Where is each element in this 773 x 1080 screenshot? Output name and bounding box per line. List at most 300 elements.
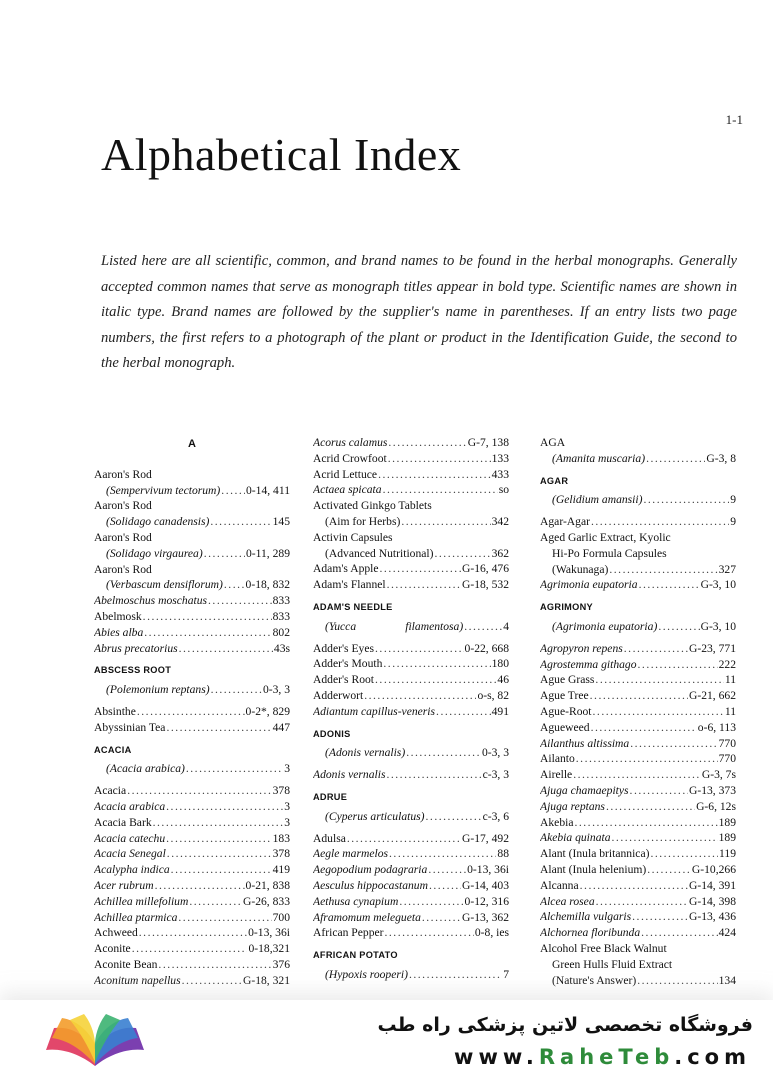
- entry-term: Adderwort: [313, 688, 364, 702]
- index-entry: [313, 619, 509, 635]
- index-entry: [94, 878, 290, 894]
- store-url[interactable]: [454, 1045, 751, 1069]
- entry-term: (Solidago virgaurea): [106, 546, 203, 560]
- entry-page: 0-13, 36i: [248, 926, 290, 940]
- leader-dots: [426, 809, 482, 825]
- entry-term: Acacia catechu: [94, 831, 166, 845]
- index-entry-line: Alcohol Free Black Walnut: [540, 941, 667, 955]
- url-prefix: www.: [454, 1045, 539, 1069]
- entry-term: Abelmoschus moschatus: [94, 594, 208, 608]
- leader-dots: [399, 894, 463, 910]
- entry-page: G-13, 436: [688, 910, 736, 924]
- leader-dots: [435, 546, 491, 562]
- leader-dots: [137, 704, 245, 720]
- entry-term: (Sempervivum tectorum): [106, 483, 221, 497]
- leader-dots: [155, 878, 245, 894]
- index-entry: [540, 830, 736, 846]
- index-entry: [540, 619, 736, 635]
- entry-page: 0-12, 316: [464, 894, 509, 908]
- index-entry: [540, 688, 736, 704]
- entry-page: 0-3, 3: [481, 746, 509, 760]
- index-entry: [94, 799, 290, 815]
- index-entry: [313, 577, 509, 593]
- entry-term: Ajuga reptans: [540, 799, 605, 813]
- index-entry: [540, 862, 736, 878]
- leader-dots: [143, 609, 272, 625]
- entry-term: Aegle marmelos: [313, 847, 389, 861]
- index-entry-line: Green Hulls Fluid Extract: [552, 957, 673, 971]
- entry-page: 700: [272, 910, 290, 924]
- index-entry-line: Aaron's Rod: [94, 467, 152, 481]
- index-entry: [540, 514, 736, 530]
- entry-term: Acacia Bark: [94, 815, 152, 829]
- entry-term: Abelmosk: [94, 609, 142, 623]
- index-entry: [313, 641, 509, 657]
- leader-dots: [464, 619, 502, 635]
- entry-page: 3: [284, 762, 290, 776]
- leader-dots: [204, 546, 245, 562]
- entry-term: Adam's Flannel: [313, 578, 386, 592]
- leader-dots: [347, 831, 461, 847]
- index-entry-line: Aaron's Rod: [94, 562, 152, 576]
- index-entry: [313, 514, 509, 530]
- entry-term: Adonis vernalis: [313, 768, 386, 782]
- index-entry: [94, 894, 290, 910]
- entry-page: G-13, 373: [688, 783, 736, 797]
- leader-dots: [647, 862, 691, 878]
- entry-page: so: [498, 483, 509, 497]
- index-letter-heading: A: [188, 438, 196, 450]
- entry-page: 833: [272, 594, 290, 608]
- entry-term: Alant (Inula britannica): [540, 847, 650, 861]
- index-entry: [94, 514, 290, 530]
- leader-dots: [383, 656, 490, 672]
- monograph-heading: AGAR: [540, 475, 569, 486]
- leader-dots: [383, 482, 498, 498]
- monograph-heading: ACACIA: [94, 744, 132, 755]
- entry-page: 770: [718, 752, 736, 766]
- leader-dots: [378, 467, 491, 483]
- leader-dots: [132, 941, 248, 957]
- index-entry: [313, 862, 509, 878]
- entry-page: 376: [272, 957, 290, 971]
- monograph-heading: ADRUE: [313, 791, 348, 802]
- entry-page: G-6, 12s: [696, 799, 736, 813]
- entry-term: Adam's Apple: [313, 562, 379, 576]
- entry-term: Adder's Eyes: [313, 641, 375, 655]
- entry-term: Airelle: [540, 768, 573, 782]
- index-entry: [313, 561, 509, 577]
- index-entry: [540, 451, 736, 467]
- index-column-2: [313, 435, 509, 983]
- entry-term: Achillea millefolium: [94, 894, 189, 908]
- entry-page: G-26, 833: [242, 894, 290, 908]
- entry-page: 0-8, ies: [474, 926, 509, 940]
- index-entry: [94, 577, 290, 593]
- entry-term: Acacia Senegal: [94, 847, 166, 861]
- entry-page: 327: [718, 562, 736, 576]
- entry-term: Aconite: [94, 942, 131, 956]
- leader-dots: [638, 657, 718, 673]
- leader-dots: [210, 514, 271, 530]
- index-entry: [540, 815, 736, 831]
- entry-page: 0-21, 838: [245, 878, 290, 892]
- entry-term: (Amanita muscaria): [552, 451, 646, 465]
- entry-page: c-3, 6: [482, 809, 509, 823]
- leader-dots: [630, 736, 717, 752]
- index-entry: [94, 483, 290, 499]
- leader-dots: [596, 894, 688, 910]
- index-entry-line: Hi-Po Formula Capsules: [552, 546, 667, 560]
- entry-page: 3: [284, 815, 290, 829]
- leader-dots: [646, 451, 705, 467]
- entry-term: Alchornea floribunda: [540, 926, 641, 940]
- entry-page: 378: [272, 847, 290, 861]
- index-entry: [94, 546, 290, 562]
- entry-term: (Cyperus articulatus): [325, 809, 425, 823]
- index-entry: [540, 973, 736, 989]
- leader-dots: [375, 672, 496, 688]
- entry-page: 9: [730, 515, 736, 529]
- index-entry: [540, 878, 736, 894]
- leader-dots: [387, 577, 461, 593]
- leader-dots: [179, 641, 273, 657]
- index-entry-line: Activin Capsules: [313, 530, 393, 544]
- entry-page: 0-22, 668: [464, 641, 509, 655]
- index-entry: [313, 656, 509, 672]
- entry-page: 189: [718, 815, 736, 829]
- leader-dots: [389, 846, 496, 862]
- entry-page: G-13, 362: [461, 910, 509, 924]
- entry-term: Acer rubrum: [94, 878, 154, 892]
- entry-term: Adulsa: [313, 831, 346, 845]
- entry-page: 447: [272, 720, 290, 734]
- leader-dots: [127, 783, 271, 799]
- entry-page: G-3, 8: [706, 451, 736, 465]
- index-entry: [313, 688, 509, 704]
- index-entry: [540, 894, 736, 910]
- index-column-3: [540, 435, 736, 988]
- index-entry: [313, 435, 509, 451]
- leader-dots: [637, 973, 717, 989]
- leader-dots: [639, 577, 700, 593]
- leader-dots: [609, 562, 717, 578]
- entry-term: (Wakunaga): [552, 562, 609, 576]
- leader-dots: [612, 830, 718, 846]
- index-entry: [313, 967, 509, 983]
- leader-dots: [606, 799, 695, 815]
- index-entry-line: Activated Ginkgo Tablets: [313, 499, 432, 513]
- entry-term: Actaea spicata: [313, 483, 382, 497]
- entry-term: Ailanto: [540, 752, 575, 766]
- entry-page: 342: [491, 514, 509, 528]
- leader-dots: [644, 492, 730, 508]
- entry-term: Achweed: [94, 926, 138, 940]
- entry-page: 0-14, 411: [245, 483, 290, 497]
- index-entry-line: Aged Garlic Extract, Kyolic: [540, 530, 671, 544]
- index-entry: [313, 925, 509, 941]
- leader-dots: [593, 704, 724, 720]
- index-entry: [313, 451, 509, 467]
- entry-term: Akebia quinata: [540, 831, 611, 845]
- leader-dots: [167, 846, 272, 862]
- entry-page: G-16, 476: [461, 562, 509, 576]
- index-entry: [94, 783, 290, 799]
- leader-dots: [178, 910, 271, 926]
- leader-dots: [208, 593, 272, 609]
- entry-term: Agueweed: [540, 720, 590, 734]
- leader-dots: [182, 973, 242, 989]
- entry-page: o-s, 82: [477, 688, 509, 702]
- leader-dots: [409, 967, 502, 983]
- index-entry: [94, 957, 290, 973]
- entry-page: 46: [497, 673, 509, 687]
- leader-dots: [186, 761, 283, 777]
- entry-page: 0-18,321: [248, 942, 290, 956]
- entry-term: Alchemilla vulgaris: [540, 910, 632, 924]
- entry-term: (Solidago canadensis): [106, 515, 210, 529]
- entry-page: o-6, 113: [697, 720, 736, 734]
- url-brand: RaheTeb: [538, 1045, 675, 1069]
- leader-dots: [388, 451, 491, 467]
- index-entry-line: Aaron's Rod: [94, 499, 152, 513]
- leader-dots: [401, 514, 490, 530]
- entry-page: G-21, 662: [688, 689, 736, 703]
- index-entry: [540, 720, 736, 736]
- index-entry: [94, 704, 290, 720]
- index-entry-line: AGA: [540, 436, 566, 449]
- entry-term: Akebia: [540, 815, 574, 829]
- monograph-heading: AGRIMONY: [540, 602, 593, 613]
- entry-page: 134: [718, 973, 736, 987]
- entry-term-part: filamentosa): [405, 619, 464, 633]
- entry-page: G-3, 10: [700, 619, 736, 633]
- entry-page: G-10,266: [691, 862, 736, 876]
- leader-dots: [574, 815, 717, 831]
- leader-dots: [429, 878, 461, 894]
- entry-term: (Nature's Answer): [552, 973, 637, 987]
- entry-page: 378: [272, 784, 290, 798]
- index-entry: [313, 846, 509, 862]
- entry-page: 119: [719, 847, 736, 861]
- index-entry: [94, 925, 290, 941]
- entry-term: Adder's Mouth: [313, 657, 383, 671]
- index-entry: [313, 672, 509, 688]
- index-entry: [94, 761, 290, 777]
- index-entry: [313, 467, 509, 483]
- entry-page: 0-11, 289: [245, 546, 290, 560]
- index-entry: [94, 609, 290, 625]
- entry-page: 88: [497, 847, 509, 861]
- entry-page: 433: [491, 467, 509, 481]
- index-entry: [313, 831, 509, 847]
- index-column-1: [94, 435, 290, 989]
- entry-page: 0-18, 832: [245, 578, 290, 592]
- index-entry: [94, 831, 290, 847]
- index-entry: [313, 745, 509, 761]
- leader-dots: [573, 767, 701, 783]
- leader-dots: [375, 641, 464, 657]
- index-entry: [540, 767, 736, 783]
- leader-dots: [641, 925, 717, 941]
- index-entry: [94, 846, 290, 862]
- entry-term: Acorus calamus: [313, 436, 388, 449]
- index-entry: [94, 720, 290, 736]
- index-entry: [540, 799, 736, 815]
- entry-page: 0-13, 36i: [467, 863, 509, 877]
- index-entry: [540, 783, 736, 799]
- index-entry: [313, 878, 509, 894]
- open-book-logo-icon: [40, 1010, 150, 1072]
- index-entry: [94, 862, 290, 878]
- entry-term: African Pepper: [313, 926, 384, 940]
- index-entry: [94, 641, 290, 657]
- leader-dots: [144, 625, 271, 641]
- entry-term: Aconite Bean: [94, 957, 158, 971]
- entry-term: Alcanna: [540, 878, 579, 892]
- entry-term: Acalypha indica: [94, 863, 170, 877]
- entry-term: (Aim for Herbs): [325, 514, 401, 528]
- index-entry: [94, 941, 290, 957]
- entry-page: 362: [491, 546, 509, 560]
- entry-page: G-3, 7s: [701, 768, 736, 782]
- leader-dots: [576, 751, 718, 767]
- index-entry-line: Aaron's Rod: [94, 530, 152, 544]
- entry-term: (Gelidium amansii): [552, 493, 643, 507]
- store-name: فروشگاه تخصصی لاتین پزشکی راه طب: [377, 1014, 753, 1036]
- leader-dots: [189, 894, 242, 910]
- index-entry: [540, 909, 736, 925]
- entry-term: Agrostemma githago: [540, 657, 637, 671]
- entry-page: 180: [491, 657, 509, 671]
- index-entry: [540, 704, 736, 720]
- entry-term: Acrid Crowfoot: [313, 451, 387, 465]
- entry-page: 189: [718, 831, 736, 845]
- leader-dots: [591, 720, 697, 736]
- entry-page: 7: [503, 967, 509, 981]
- entry-term: Agropyron repens: [540, 641, 623, 655]
- entry-page: 222: [718, 657, 736, 671]
- leader-dots: [590, 688, 688, 704]
- leader-dots: [166, 799, 283, 815]
- entry-term: Alant (Inula helenium): [540, 862, 647, 876]
- entry-page: G-7, 138: [467, 436, 509, 449]
- entry-term: Ajuga chamaepitys: [540, 783, 629, 797]
- entry-page: G-17, 492: [461, 831, 509, 845]
- entry-page: 9: [730, 493, 736, 507]
- entry-page: G-3, 10: [700, 578, 736, 592]
- index-entry: [313, 704, 509, 720]
- entry-page: 833: [272, 609, 290, 623]
- url-suffix: .com: [674, 1045, 751, 1069]
- page-title: Alphabetical Index: [101, 129, 462, 180]
- index-entry: [94, 682, 290, 698]
- index-entry: [94, 815, 290, 831]
- entry-term: Abrus precatorius: [94, 641, 178, 655]
- entry-term: Ailanthus altissima: [540, 736, 630, 750]
- entry-term: Absinthe: [94, 704, 136, 718]
- entry-term: Aframomum melegueta: [313, 910, 421, 924]
- index-entry: [540, 641, 736, 657]
- index-entry: [540, 492, 736, 508]
- entry-term: Agrimonia eupatoria: [540, 578, 638, 592]
- page-number: 1-1: [725, 112, 743, 127]
- index-entry: [540, 925, 736, 941]
- entry-page: 133: [491, 451, 509, 465]
- entry-term: Abyssinian Tea: [94, 720, 166, 734]
- entry-term: Acrid Lettuce: [313, 467, 378, 481]
- leader-dots: [428, 862, 466, 878]
- index-entry: [94, 593, 290, 609]
- entry-term: Acacia: [94, 784, 127, 798]
- entry-page: 0-3, 3: [262, 683, 290, 697]
- index-entry: [540, 672, 736, 688]
- entry-term: Aconitum napellus: [94, 973, 181, 987]
- index-entry: [94, 625, 290, 641]
- index-entry: [313, 910, 509, 926]
- site-footer: [0, 1000, 773, 1080]
- entry-page: 424: [718, 926, 736, 940]
- entry-page: 183: [272, 831, 290, 845]
- entry-page: 3: [284, 799, 290, 813]
- leader-dots: [658, 619, 699, 635]
- leader-dots: [386, 767, 481, 783]
- entry-term: Acacia arabica: [94, 799, 166, 813]
- entry-term: Ague-Root: [540, 704, 592, 718]
- entry-page: G-14, 403: [461, 878, 509, 892]
- leader-dots: [595, 672, 723, 688]
- leader-dots: [388, 435, 466, 451]
- monograph-heading: AFRICAN POTATO: [313, 950, 398, 961]
- entry-page: 491: [491, 704, 509, 718]
- leader-dots: [580, 878, 688, 894]
- entry-page: G-18, 532: [461, 578, 509, 592]
- entry-page: 802: [272, 625, 290, 639]
- index-entry: [313, 482, 509, 498]
- monograph-heading: ADAM'S NEEDLE: [313, 601, 393, 612]
- entry-term: Achillea ptarmica: [94, 910, 178, 924]
- entry-page: 145: [272, 515, 290, 529]
- leader-dots: [139, 925, 247, 941]
- entry-term: (Adonis vernalis): [325, 746, 406, 760]
- leader-dots: [221, 483, 245, 499]
- leader-dots: [650, 846, 718, 862]
- index-entry: [540, 846, 736, 862]
- leader-dots: [166, 831, 271, 847]
- leader-dots: [153, 815, 284, 831]
- entry-page: 11: [724, 704, 736, 718]
- index-entry: [540, 562, 736, 578]
- entry-page: c-3, 3: [482, 768, 509, 782]
- index-entry: [540, 736, 736, 752]
- index-entry: [313, 809, 509, 825]
- entry-term: Ague Grass: [540, 673, 595, 687]
- entry-page: 43s: [273, 641, 290, 655]
- entry-page: G-14, 398: [688, 894, 736, 908]
- entry-term: Aethusa cynapium: [313, 894, 399, 908]
- index-entry: [94, 973, 290, 989]
- entry-term: (Acacia arabica): [106, 762, 185, 776]
- index-entry: [313, 894, 509, 910]
- leader-dots: [224, 577, 245, 593]
- entry-term-part: (Yucca: [325, 619, 357, 633]
- index-entry: [540, 657, 736, 673]
- entry-page: G-18, 321: [242, 973, 290, 987]
- entry-term: Aesculus hippocastanum: [313, 878, 428, 892]
- entry-page: 4: [503, 619, 509, 633]
- entry-term: (Polemonium reptans): [106, 683, 210, 697]
- leader-dots: [158, 957, 271, 973]
